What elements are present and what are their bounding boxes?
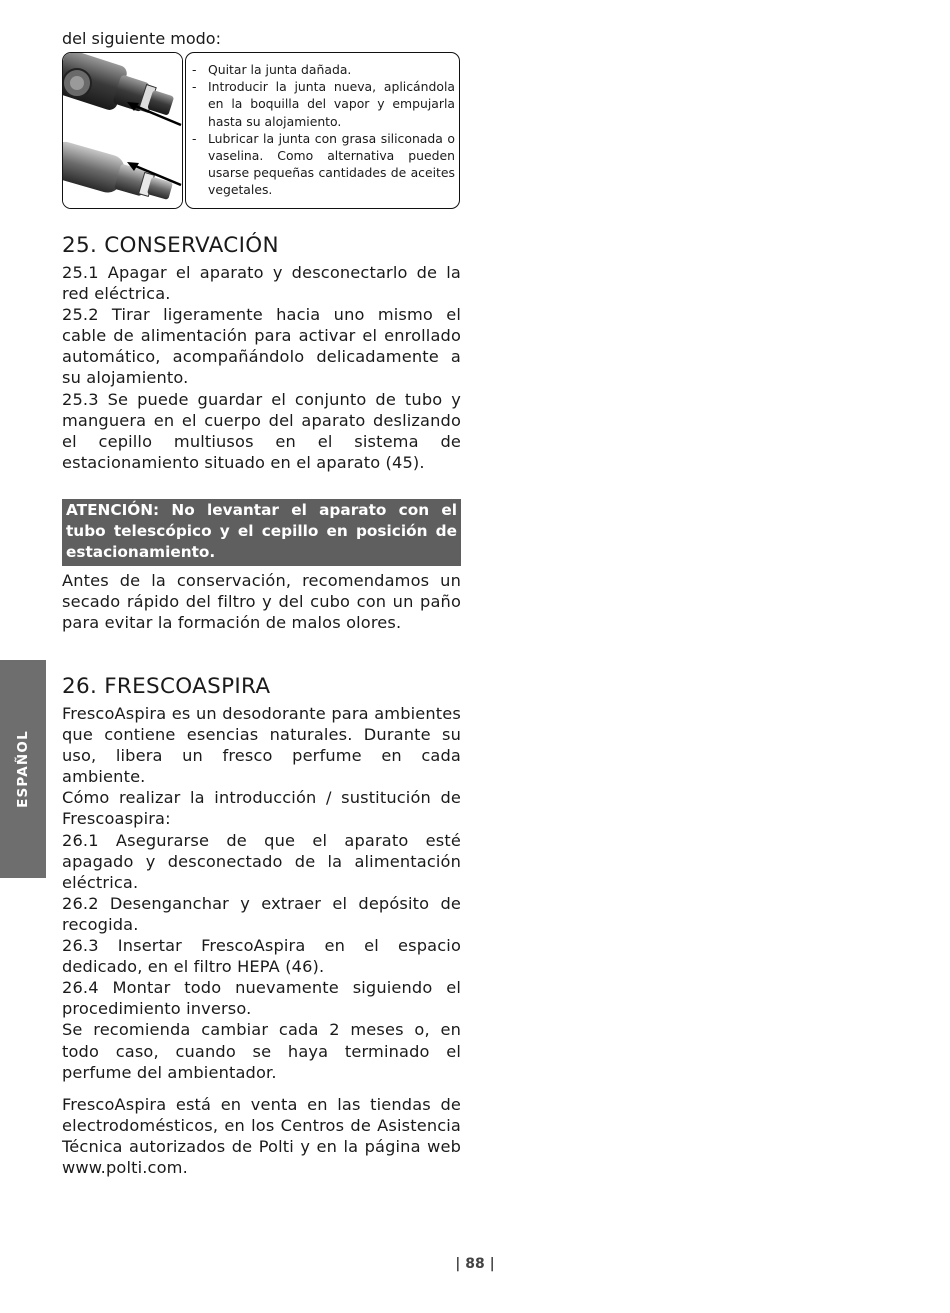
- language-tab: [0, 660, 46, 878]
- list-item: - Lubricar la junta con grasa siliconada o vaselina. Como alternativa pueden usarse pequeñas cantidades de aceites vegetales.: [192, 130, 455, 198]
- paragraph: FrescoAspira es un desodorante para ambientes que contiene esencias naturales. Durante su uso, libera un fresco perfume en cada ambiente.: [62, 704, 461, 787]
- paragraph: 25.3 Se puede guardar el conjunto de tubo y manguera en el cuerpo del aparato deslizando el cepillo multiusos en el sistema de estacionamiento situado en el aparato (45).: [62, 389, 461, 472]
- intro-text: del siguiente modo:: [62, 29, 221, 48]
- paragraph: 26.4 Montar todo nuevamente siguiendo el procedimiento inverso.: [62, 978, 461, 1019]
- section-25-title: 25. CONSERVACIÓN: [62, 233, 279, 258]
- paragraph: Se recomienda cambiar cada 2 meses o, en todo caso, cuando se haya terminado el perfume del ambientador.: [62, 1020, 461, 1082]
- nozzle-illustration: [62, 52, 183, 209]
- paragraph: 26.3 Insertar FrescoAspira en el espacio dedicado, en el filtro HEPA (46).: [62, 936, 461, 977]
- section-25-body: [62, 262, 461, 473]
- steam-nozzle-icon: [63, 53, 183, 209]
- section-26-body: [62, 703, 461, 1083]
- conservation-note: Antes de la conservación, recomendamos un secado rápido del filtro y del cubo con un paño para evitar la formación de malos olores.: [62, 571, 461, 633]
- paragraph: 25.2 Tirar ligeramente hacia uno mismo el cable de alimentación para activar el enrollado automático, acompañándolo delicadamente a su alojamiento.: [62, 305, 461, 388]
- paragraph: 25.1 Apagar el aparato y desconectarlo de la red eléctrica.: [62, 263, 461, 304]
- language-tab-label: ESPAÑOL: [15, 730, 31, 808]
- closing-paragraph: FrescoAspira está en venta en las tiendas de electrodomésticos, en los Centros de Asistencia Técnica autorizados de Polti y en la página web www.polti.com.: [62, 1095, 461, 1178]
- page-number: | 88 |: [455, 1256, 495, 1272]
- list-item: - Introducir la junta nueva, aplicándola en la boquilla del vapor y empujarla hasta su alojamiento.: [192, 79, 455, 129]
- paragraph: Cómo realizar la introducción / sustitución de Frescoaspira:: [62, 788, 461, 829]
- list-item: - Quitar la junta dañada.: [192, 62, 352, 77]
- gasket-steps-list: [185, 52, 460, 209]
- paragraph: 26.1 Asegurarse de que el aparato esté apagado y desconectado de la alimentación eléctrica.: [62, 830, 461, 892]
- gasket-figure: [62, 52, 460, 211]
- paragraph: 26.2 Desenganchar y extraer el depósito de recogida.: [62, 893, 461, 934]
- section-26-title: 26. FRESCOASPIRA: [62, 674, 271, 699]
- warning-box: ATENCIÓN: No levantar el aparato con el tubo telescópico y el cepillo en posición de estacionamiento.: [62, 499, 461, 566]
